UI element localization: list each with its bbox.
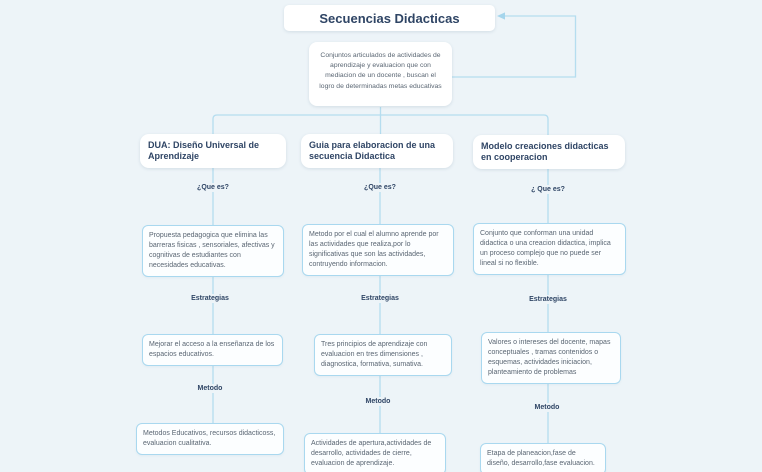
column3-estrategias-node[interactable]: Valores o intereses del docente, mapas conceptuales , tramas contenidos o esquemas, actividades iniciacion, planteamiento de problemas	[481, 332, 621, 384]
column3-header-node[interactable]: Modelo creaciones didacticas en cooperacion	[473, 135, 625, 169]
column2-quees-node[interactable]: Metodo por el cual el alumno aprende por las actividades que realiza,por lo significativas que son las actividades, contruyendo informacion.	[302, 224, 454, 276]
column1-header-node[interactable]: DUA: Diseño Universal de Aprendizaje	[140, 134, 286, 168]
column2-header-node[interactable]: Guia para elaboracion de una secuencia Didactica	[301, 134, 453, 168]
column1-quees-label[interactable]: ¿Que es?	[193, 183, 233, 192]
column1-estrategias-label[interactable]: Estrategias	[187, 294, 233, 303]
column3-quees-label[interactable]: ¿ Que es?	[527, 185, 569, 194]
arrowhead-icon	[497, 12, 505, 19]
column1-metodo-node[interactable]: Metodos Educativos, recursos didacticoss, evaluacion cualitativa.	[136, 423, 284, 455]
column2-metodo-label[interactable]: Metodo	[362, 397, 395, 406]
root-topic-node[interactable]	[284, 5, 495, 31]
column2-estrategias-node[interactable]: Tres principios de aprendizaje con evaluacion en tres dimensiones , diagnostica, formativa, sumativa.	[314, 334, 452, 376]
root-topic-label: Secuencias Didacticas	[319, 10, 460, 26]
column2-metodo-node[interactable]: Actividades de apertura,actividades de desarrollo, actividades de cierre, evaluacion de aprendizaje.	[304, 433, 446, 472]
column1-metodo-label[interactable]: Metodo	[194, 384, 227, 393]
column1-quees-node[interactable]: Propuesta pedagogica que elimina las barreras fisicas , sensoriales, afectivas y cognitivas de estudiantes con necesidades educativas.	[142, 225, 284, 277]
root-definition-node[interactable]: Conjuntos articulados de actividades de aprendizaje y evaluacion que con mediacion de un docente , buscan el logro de determinadas metas educativas	[309, 42, 452, 106]
column3-estrategias-label[interactable]: Estrategias	[525, 295, 571, 304]
column3-metodo-node[interactable]: Etapa de planeacion,fase de diseño, desarrollo,fase evaluacion.	[480, 443, 606, 472]
column3-metodo-label[interactable]: Metodo	[531, 403, 564, 412]
column3-quees-node[interactable]: Conjunto que conforman una unidad didactica o una creacion didactica, implica un proceso complejo que no puede ser lineal si no flexible.	[473, 223, 626, 275]
column2-quees-label[interactable]: ¿Que es?	[360, 183, 400, 192]
column1-estrategias-node[interactable]: Mejorar el acceso a la enseñanza de los espacios educativos.	[142, 334, 283, 366]
column2-estrategias-label[interactable]: Estrategias	[357, 294, 403, 303]
